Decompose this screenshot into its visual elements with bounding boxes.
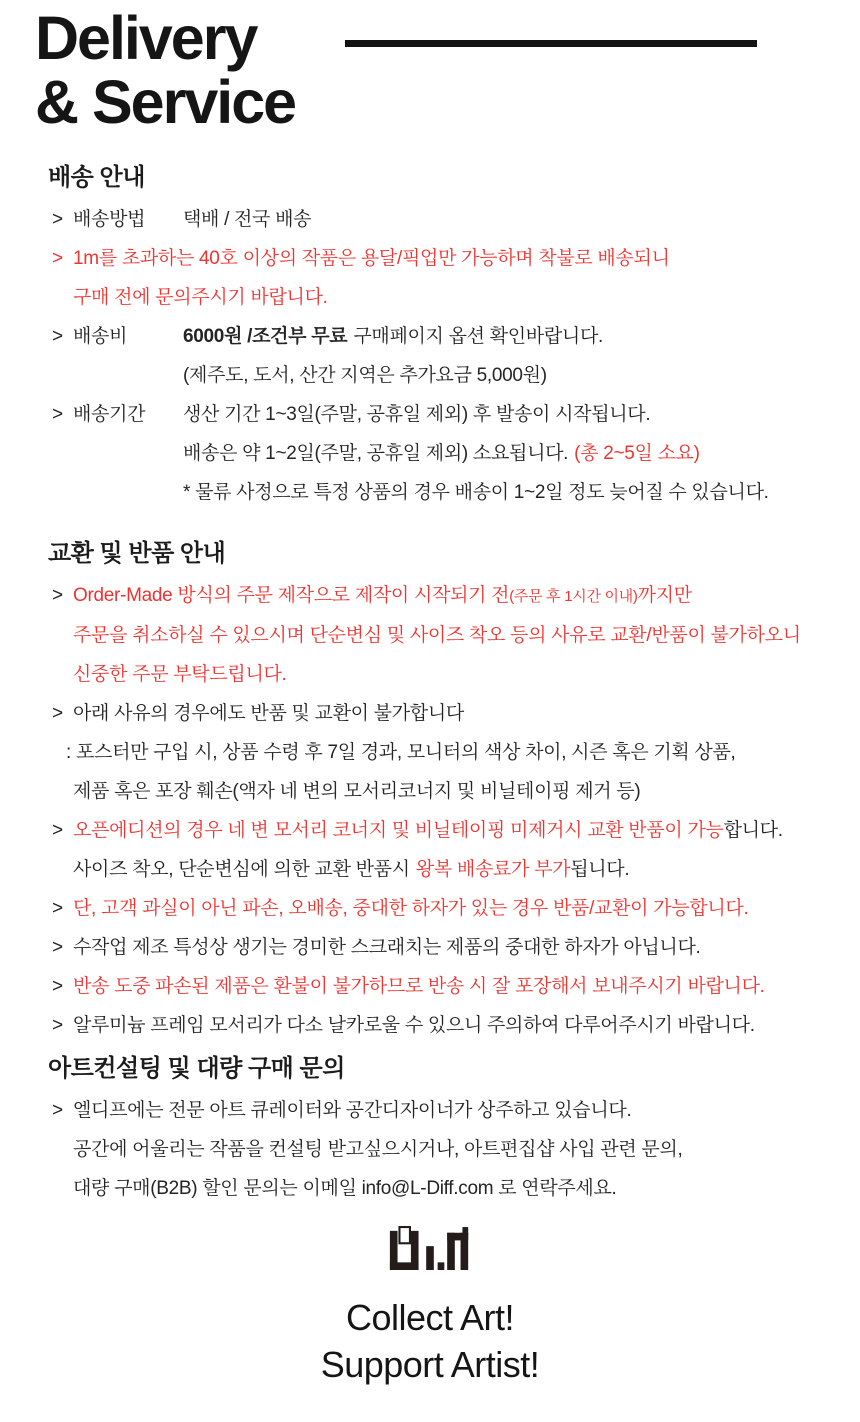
shipping-method-row bbox=[48, 200, 860, 239]
returns-line8-black2: 됩니다. bbox=[570, 859, 630, 880]
title-rule bbox=[345, 40, 757, 47]
page-footer bbox=[0, 1224, 860, 1388]
row-marker: > bbox=[52, 1100, 63, 1121]
shipping-method-value: 택배 / 전국 배송 bbox=[183, 209, 312, 230]
consulting-line3 bbox=[48, 1169, 860, 1208]
returns-line10-text: 수작업 제조 특성상 생기는 경미한 스크래치는 제품의 중대한 하자가 아닙니다. bbox=[73, 937, 701, 958]
row-marker: > bbox=[52, 820, 63, 841]
returns-line9 bbox=[48, 889, 860, 928]
returns-line8 bbox=[48, 850, 860, 889]
shipping-fee-amount: 6000원 /조건부 무료 bbox=[183, 326, 348, 347]
returns-line6 bbox=[48, 772, 860, 811]
l-diff-logo-icon bbox=[388, 1224, 472, 1274]
oversize-notice-text1: 1m를 초과하는 40호 이상의 작품은 용달/픽업만 가능하며 착불로 배송되니 bbox=[73, 248, 670, 269]
row-marker: > bbox=[52, 585, 63, 606]
returns-line7 bbox=[48, 811, 860, 850]
shipping-period-row3 bbox=[48, 473, 860, 512]
consulting-line1-text: 엘디프에는 전문 아트 큐레이터와 공간디자이너가 상주하고 있습니다. bbox=[73, 1100, 632, 1121]
returns-line1-small: (주문 후 1시간 이내) bbox=[509, 588, 638, 605]
returns-line2-text: 주문을 취소하실 수 있으시며 단순변심 및 사이즈 착오 등의 사유로 교환/반품이 불가하오니 bbox=[73, 625, 801, 646]
shipping-fee-row bbox=[48, 317, 860, 356]
returns-line1-red: Order-Made 방식의 주문 제작으로 제작이 시작되기 전 bbox=[73, 585, 510, 606]
returns-line9-text: 단, 고객 과실이 아닌 파손, 오배송, 중대한 하자가 있는 경우 반품/교환이 가능합니다. bbox=[73, 898, 749, 919]
returns-line1-red2: 까지만 bbox=[637, 585, 692, 606]
returns-line4-text: 아래 사유의 경우에도 반품 및 교환이 불가합니다 bbox=[73, 703, 464, 724]
oversize-notice-text2: 구매 전에 문의주시기 바랍니다. bbox=[73, 287, 328, 308]
page-title-line1: Delivery bbox=[35, 4, 257, 72]
returns-line10 bbox=[48, 928, 860, 967]
returns-line12 bbox=[48, 1006, 860, 1045]
shipping-fee-note: (제주도, 도서, 산간 지역은 추가요금 5,000원) bbox=[183, 365, 547, 386]
shipping-period-line1: 생산 기간 1~3일(주말, 공휴일 제외) 후 발송이 시작됩니다. bbox=[183, 404, 651, 425]
returns-line4 bbox=[48, 694, 860, 733]
returns-line5 bbox=[48, 733, 860, 772]
returns-line2 bbox=[48, 616, 860, 655]
returns-line3 bbox=[48, 655, 860, 694]
shipping-section bbox=[0, 162, 860, 512]
row-marker: > bbox=[52, 1015, 63, 1036]
consulting-line1 bbox=[48, 1091, 860, 1130]
oversize-notice-line1 bbox=[48, 239, 860, 278]
returns-line8-red: 왕복 배송료가 부가 bbox=[415, 859, 571, 880]
returns-line12-text: 알루미늄 프레임 모서리가 다소 날카로울 수 있으니 주의하여 다루어주시기 바랍니다. bbox=[73, 1015, 755, 1036]
consulting-heading: 아트컨설팅 및 대량 구매 문의 bbox=[48, 1055, 345, 1082]
footer-slogan-line1: Collect Art! bbox=[345, 1297, 515, 1338]
returns-line11 bbox=[48, 967, 860, 1006]
returns-line1 bbox=[48, 576, 860, 616]
shipping-period-label: 배송기간 bbox=[73, 404, 146, 425]
footer-slogan-line2: Support Artist! bbox=[320, 1344, 540, 1385]
returns-line5-text: : 포스터만 구입 시, 상품 수령 후 7일 경과, 모니터의 색상 차이, 시즌 혹은 기획 상품, bbox=[66, 742, 736, 763]
shipping-period-row2 bbox=[48, 434, 860, 473]
consulting-line2 bbox=[48, 1130, 860, 1169]
oversize-notice-line2 bbox=[48, 278, 860, 317]
returns-line6-text: 제품 혹은 포장 훼손(액자 네 변의 모서리코너지 및 비닐테이핑 제거 등) bbox=[73, 781, 641, 802]
shipping-method-label: 배송방법 bbox=[73, 209, 146, 230]
returns-section bbox=[0, 538, 860, 1045]
page-title bbox=[35, 6, 860, 134]
page-header bbox=[35, 6, 860, 134]
consulting-line2-text: 공간에 어울리는 작품을 컨설팅 받고싶으시거나, 아트편집샵 사입 관련 문의, bbox=[73, 1139, 683, 1160]
row-marker: > bbox=[52, 248, 63, 269]
returns-heading: 교환 및 반품 안내 bbox=[48, 540, 226, 567]
shipping-period-line3: * 물류 사정으로 특정 상품의 경우 배송이 1~2일 정도 늦어질 수 있습니다. bbox=[183, 482, 769, 503]
row-marker: > bbox=[52, 404, 63, 425]
shipping-fee-label: 배송비 bbox=[73, 326, 128, 347]
row-marker: > bbox=[52, 898, 63, 919]
consulting-line3-text: 대량 구매(B2B) 할인 문의는 이메일 info@L-Diff.com 로 연락주세요. bbox=[73, 1178, 617, 1199]
shipping-fee-note-row bbox=[48, 356, 860, 395]
shipping-period-row bbox=[48, 395, 860, 434]
returns-line7-red: 오픈에디션의 경우 네 변 모서리 코너지 및 비닐테이핑 미제거시 교환 반품이 가능 bbox=[73, 820, 724, 841]
returns-line11-text: 반송 도중 파손된 제품은 환불이 불가하므로 반송 시 잘 포장해서 보내주시기 바랍니다. bbox=[73, 976, 765, 997]
row-marker: > bbox=[52, 209, 63, 230]
row-marker: > bbox=[52, 976, 63, 997]
page-title-line2: & Service bbox=[35, 68, 296, 136]
row-marker: > bbox=[52, 937, 63, 958]
consulting-section bbox=[0, 1053, 860, 1208]
returns-line7-black: 합니다. bbox=[723, 820, 783, 841]
row-marker: > bbox=[52, 703, 63, 724]
returns-line8-black1: 사이즈 착오, 단순변심에 의한 교환 반품시 bbox=[73, 859, 410, 880]
row-marker: > bbox=[52, 326, 63, 347]
shipping-period-line2: 배송은 약 1~2일(주말, 공휴일 제외) 소요됩니다. bbox=[183, 443, 569, 464]
footer-slogan bbox=[321, 1294, 540, 1388]
shipping-heading: 배송 안내 bbox=[48, 164, 145, 191]
shipping-fee-rest: 구매페이지 옵션 확인바랍니다. bbox=[353, 326, 603, 347]
returns-line3-text: 신중한 주문 부탁드립니다. bbox=[73, 664, 287, 685]
shipping-period-line2-highlight: (총 2~5일 소요) bbox=[574, 443, 700, 464]
